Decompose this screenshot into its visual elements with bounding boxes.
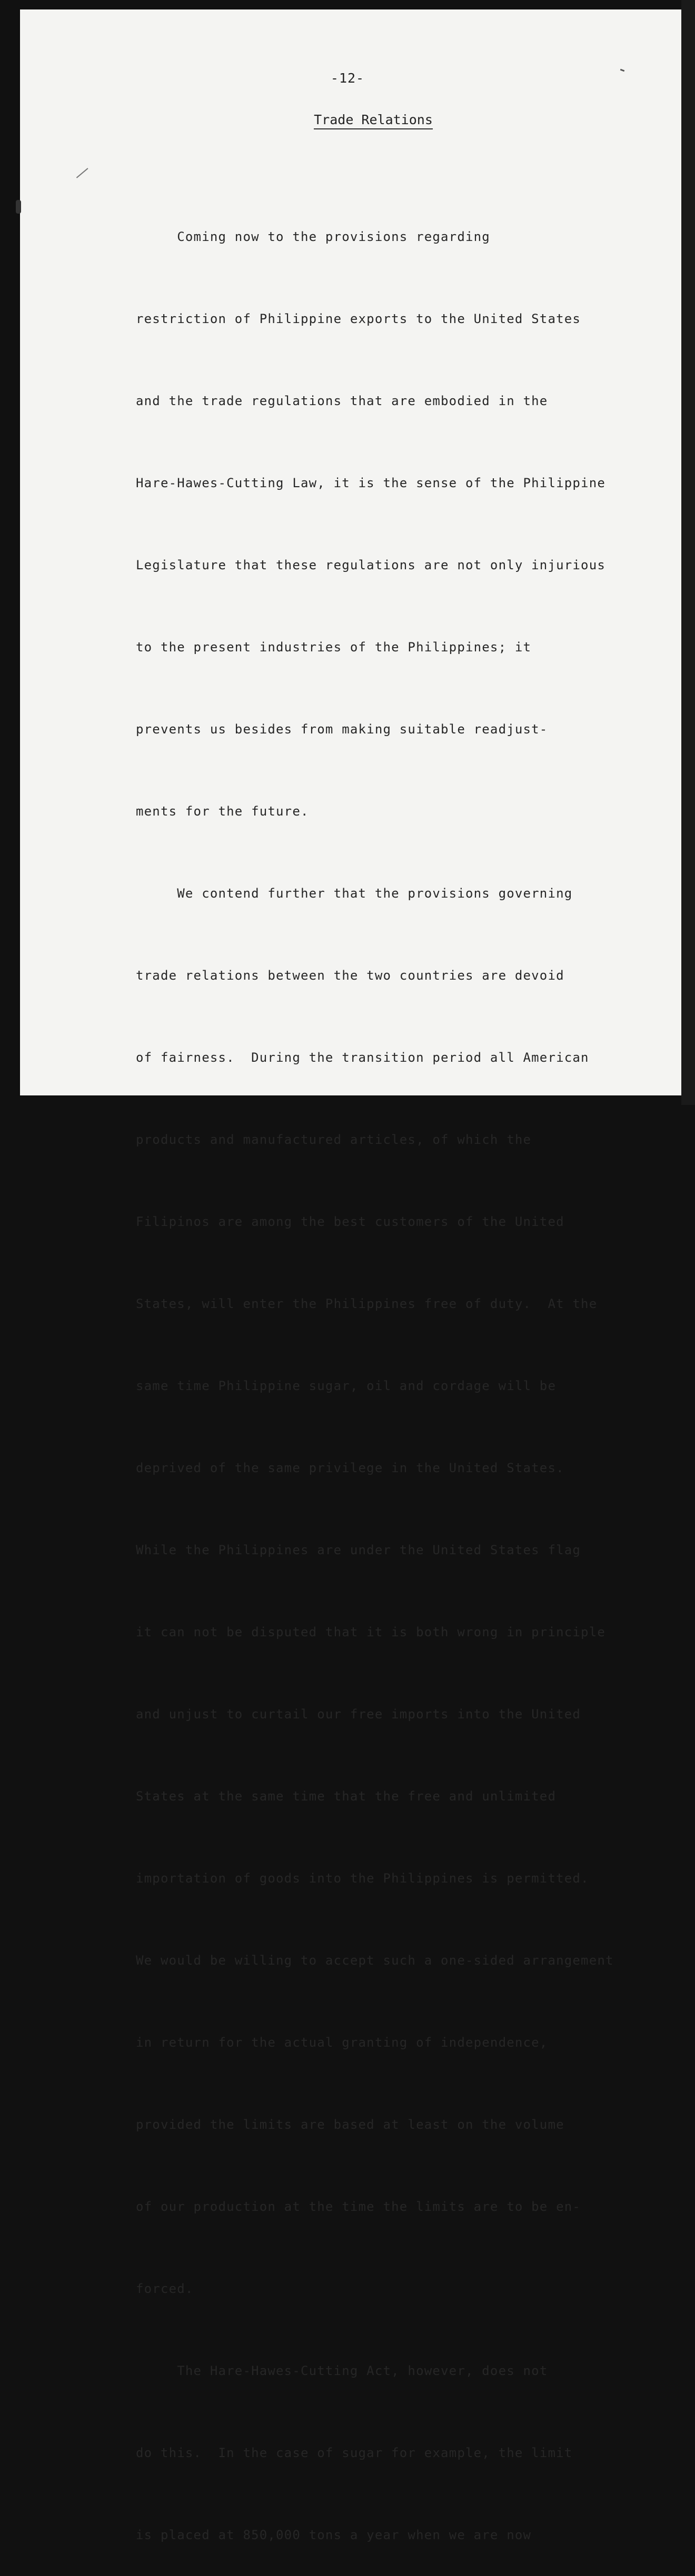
- text-line: products and manufactured articles, of which the: [136, 1132, 532, 1147]
- text-line: We contend further that the provisions governing: [136, 886, 573, 901]
- text-line: Coming now to the provisions regarding: [136, 229, 490, 244]
- text-line: The Hare-Hawes-Cutting Act, however, does not: [136, 2363, 548, 2378]
- text-line: Filipinos are among the best customers of the United: [136, 1214, 564, 1229]
- text-line: provided the limits are based at least on the volume: [136, 2117, 564, 2132]
- text-line: do this. In the case of sugar for example, the limit: [136, 2446, 573, 2460]
- text-line: ments for the future.: [136, 804, 309, 819]
- text-line: and the trade regulations that are embodied in the: [136, 394, 548, 408]
- text-line: in return for the actual granting of independence,: [136, 2035, 548, 2050]
- text-line: restriction of Philippine exports to the United States: [136, 311, 581, 326]
- text-line: prevents us besides from making suitable readjust-: [136, 722, 548, 737]
- text-line: forced.: [136, 2281, 194, 2296]
- text-line: and unjust to curtail our free imports into the United: [136, 1707, 581, 1722]
- body-text: [136, 168, 615, 2576]
- text-line: to the present industries of the Philippines; it: [136, 640, 532, 655]
- text-line: same time Philippine sugar, oil and cordage will be: [136, 1378, 557, 1393]
- section-heading: [0, 112, 695, 127]
- text-line: We would be willing to accept such a one-sided arrangement: [136, 1953, 614, 1968]
- text-line: States, will enter the Philippines free of duty. At the: [136, 1296, 598, 1311]
- text-line: States at the same time that the free and unlimited: [136, 1789, 557, 1804]
- text-line: deprived of the same privilege in the United States.: [136, 1461, 564, 1475]
- text-line: While the Philippines are under the United States flag: [136, 1543, 581, 1557]
- text-line: of fairness. During the transition period all American: [136, 1050, 589, 1065]
- punch-mark: [16, 200, 21, 214]
- text-line: importation of goods into the Philippines is permitted.: [136, 1871, 589, 1886]
- text-line: is placed at 850,000 tons a year when we are now: [136, 2528, 532, 2542]
- text-line: Legislature that these regulations are not only injurious: [136, 558, 606, 572]
- text-line: Hare-Hawes-Cutting Law, it is the sense of the Philippine: [136, 476, 606, 490]
- page-number: -12-: [330, 71, 365, 86]
- text-line: trade relations between the two countries are devoid: [136, 968, 564, 983]
- text-line: of our production at the time the limits are to be en-: [136, 2199, 581, 2214]
- text-line: it can not be disputed that it is both wrong in principle: [136, 1625, 606, 1639]
- scan-edge: [681, 0, 695, 1105]
- section-heading-text: Trade Relations: [314, 112, 433, 129]
